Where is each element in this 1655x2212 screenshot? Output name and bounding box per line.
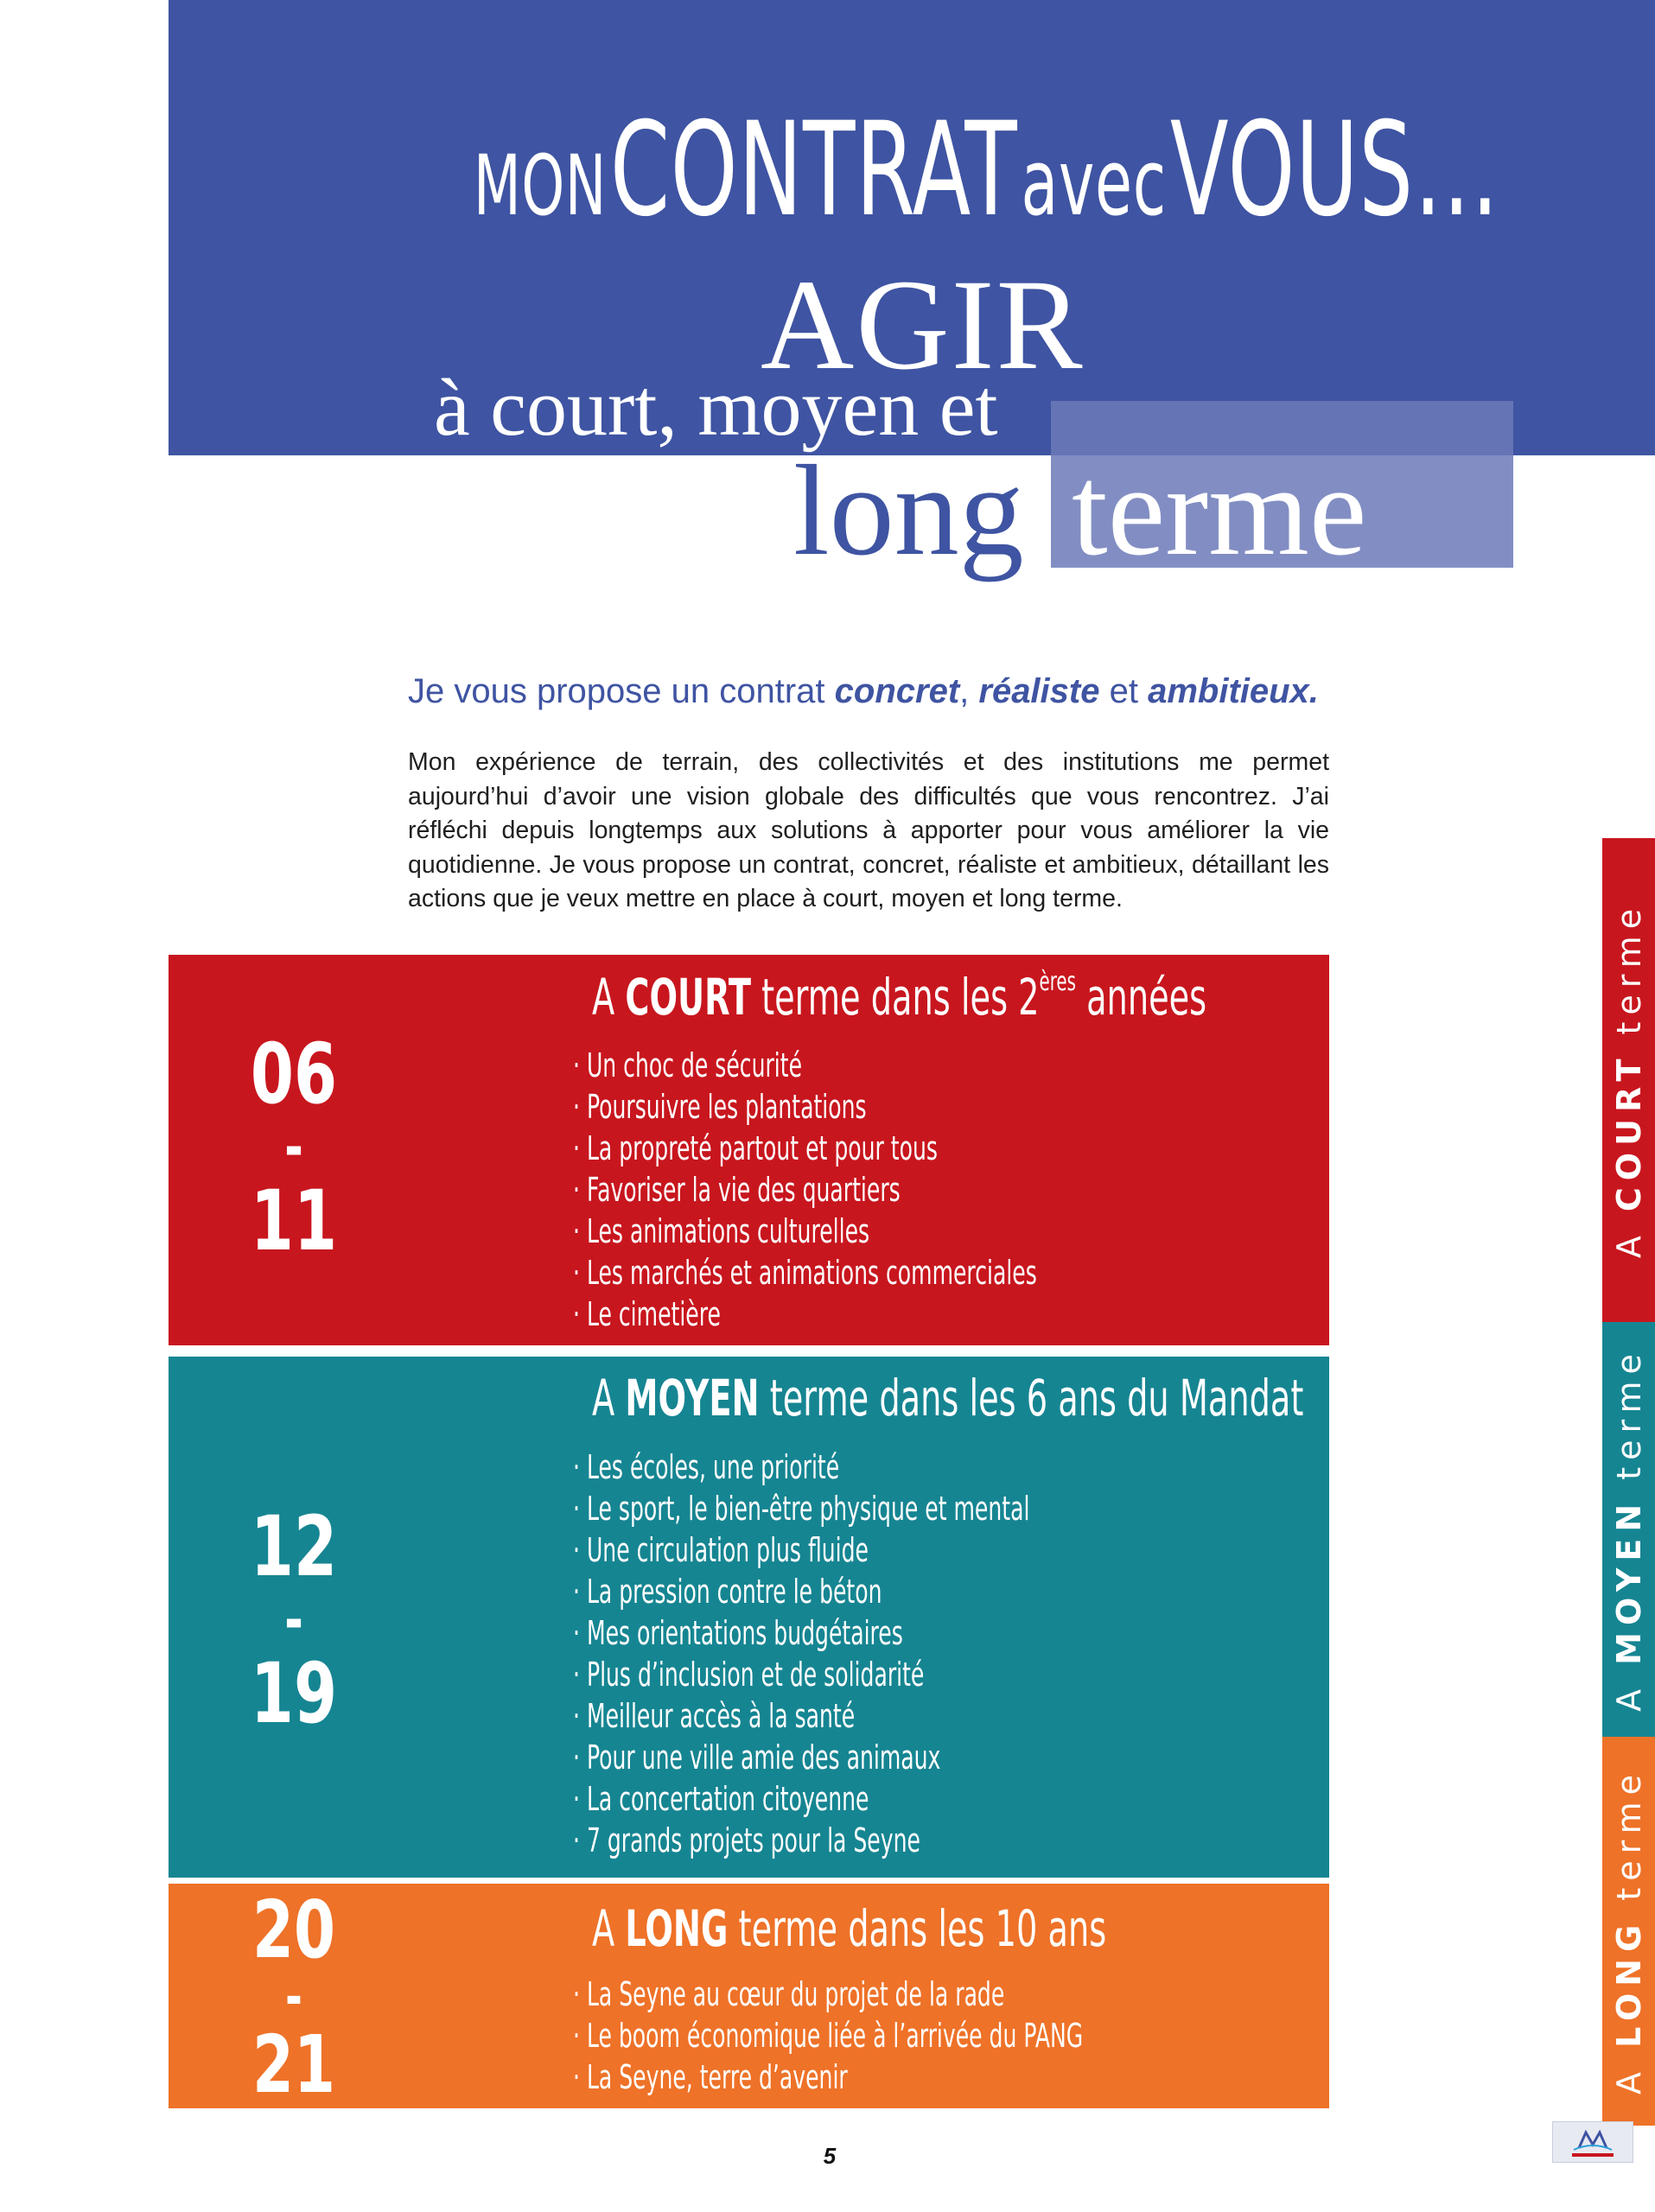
list-item: · Les animations culturelles bbox=[573, 1212, 870, 1250]
tab-a: A bbox=[1609, 1211, 1648, 1259]
list-item: · Les écoles, une priorité bbox=[573, 1448, 840, 1486]
list-item: · La concertation citoyenne bbox=[573, 1780, 869, 1818]
intro-heading-ambitieux: ambitieux. bbox=[1148, 672, 1319, 710]
panel-list-long bbox=[573, 1974, 1083, 2098]
year-to: 21 bbox=[251, 2018, 336, 2111]
logo bbox=[1552, 2121, 1633, 2163]
side-tab-long[interactable] bbox=[1602, 1737, 1655, 2126]
title-end: années bbox=[1075, 968, 1207, 1027]
list-item: · La propreté partout et pour tous bbox=[573, 1129, 938, 1167]
subtitle-long: long bbox=[793, 439, 1024, 582]
title-sup: ères bbox=[1039, 967, 1076, 997]
list-item: · Mes orientations budgétaires bbox=[573, 1614, 903, 1652]
title-prefix: A bbox=[592, 1899, 626, 1958]
list-item: · Plus d’inclusion et de solidarité bbox=[573, 1656, 925, 1694]
list-item: · Les marchés et animations commerciales bbox=[573, 1254, 1037, 1292]
panel-list-moyen bbox=[573, 1446, 1029, 1861]
list-item: · Poursuivre les plantations bbox=[573, 1088, 867, 1126]
title-word-vous: VOUS… bbox=[1169, 95, 1500, 245]
page-number: 5 bbox=[823, 2143, 837, 2169]
list-item: · Meilleur accès à la santé bbox=[573, 1697, 856, 1735]
subtitle-agir: AGIR bbox=[761, 253, 1085, 397]
year-to: 11 bbox=[250, 1173, 338, 1269]
list-item: · Une circulation plus fluide bbox=[573, 1531, 869, 1569]
title-strong: MOYEN bbox=[625, 1369, 760, 1427]
panel-title-long bbox=[592, 1899, 1106, 1958]
title-word-mon: MON bbox=[474, 137, 607, 234]
list-item: · Favoriser la vie des quartiers bbox=[573, 1171, 901, 1209]
list-item: · Le cimetière bbox=[573, 1295, 721, 1333]
tab-rest: terme bbox=[1609, 901, 1648, 1052]
list-item: · La Seyne au cœur du projet de la rade bbox=[573, 1975, 1005, 2013]
years-court bbox=[169, 1026, 419, 1269]
title-rest: terme dans les 6 ans du Mandat bbox=[759, 1369, 1304, 1427]
year-from: 06 bbox=[250, 1026, 338, 1122]
subtitle-terme: terme bbox=[1072, 439, 1367, 582]
side-tab-moyen-label bbox=[1610, 1347, 1648, 1712]
intro-heading-sep2: et bbox=[1099, 672, 1149, 710]
list-item: · Pour une ville amie des animaux bbox=[573, 1738, 941, 1777]
page-title bbox=[474, 95, 1499, 245]
list-item: · Le boom économique liée à l’arrivée du PANG bbox=[573, 2017, 1084, 2055]
panel-title-court bbox=[592, 967, 1206, 1027]
intro-heading-prefix: Je vous propose un contrat bbox=[408, 672, 835, 710]
years-long bbox=[169, 1884, 419, 2111]
list-item: · La Seyne, terre d’avenir bbox=[573, 2058, 848, 2096]
tab-strong: COURT bbox=[1609, 1052, 1648, 1212]
year-from: 20 bbox=[251, 1884, 336, 1976]
side-tab-court-label bbox=[1610, 902, 1648, 1258]
tab-rest: terme bbox=[1609, 1768, 1648, 1918]
list-item: · 7 grands projets pour la Seyne bbox=[573, 1821, 920, 1859]
tab-strong: LONG bbox=[1609, 1917, 1648, 2048]
list-item: · La pression contre le béton bbox=[573, 1573, 882, 1611]
year-from: 12 bbox=[250, 1498, 338, 1595]
intro-heading-sep1: , bbox=[959, 672, 979, 710]
panel-list-court bbox=[573, 1045, 1037, 1335]
tab-strong: MOYEN bbox=[1609, 1497, 1648, 1665]
side-tab-long-label bbox=[1610, 1768, 1648, 2094]
title-strong: COURT bbox=[625, 968, 751, 1027]
year-to: 19 bbox=[250, 1645, 338, 1742]
side-tab-moyen[interactable] bbox=[1602, 1322, 1655, 1737]
panel-court-terme bbox=[169, 955, 1329, 1345]
intro-heading bbox=[408, 672, 1319, 711]
panel-title-moyen bbox=[592, 1369, 1303, 1427]
tab-a: A bbox=[1609, 1664, 1648, 1712]
years-moyen bbox=[169, 1498, 419, 1742]
intro-paragraph: Mon expérience de terrain, des collectivités et des institutions me permet aujourd’hui d’avoir une vision globale des difficultés que vous rencontrez. J’ai réfléchi depuis longtemps aux solutions à apporter pour vous améliorer la vie quotidienne. Je vous propose un contrat, concret, réaliste et ambitieux, détaillant les actions que je veux mettre en place à court, moyen et long terme. bbox=[408, 748, 1329, 912]
year-dash: - bbox=[285, 1966, 302, 2030]
title-rest: terme dans les 2 bbox=[750, 968, 1040, 1027]
panel-moyen-terme bbox=[169, 1357, 1329, 1878]
title-prefix: A bbox=[592, 1369, 626, 1427]
year-dash: - bbox=[284, 1585, 303, 1656]
title-word-avec: avec bbox=[1021, 130, 1167, 236]
list-item: · Un choc de sécurité bbox=[573, 1046, 803, 1084]
title-prefix: A bbox=[592, 968, 626, 1027]
intro-heading-concret: concret bbox=[834, 672, 960, 710]
title-rest: terme dans les 10 ans bbox=[728, 1899, 1107, 1958]
tab-a: A bbox=[1609, 2047, 1648, 2094]
subtitle-court-moyen: à court, moyen et bbox=[434, 363, 998, 453]
tab-rest: terme bbox=[1609, 1347, 1648, 1497]
logo-icon bbox=[1553, 2122, 1633, 2162]
year-dash: - bbox=[284, 1112, 303, 1183]
title-strong: LONG bbox=[625, 1899, 729, 1958]
side-tab-court[interactable] bbox=[1602, 838, 1655, 1322]
panel-long-terme bbox=[169, 1884, 1329, 2111]
intro-heading-realiste: réaliste bbox=[978, 672, 1100, 710]
title-word-contrat: CONTRAT bbox=[609, 95, 1018, 245]
list-item: · Le sport, le bien-être physique et mental bbox=[573, 1490, 1030, 1528]
